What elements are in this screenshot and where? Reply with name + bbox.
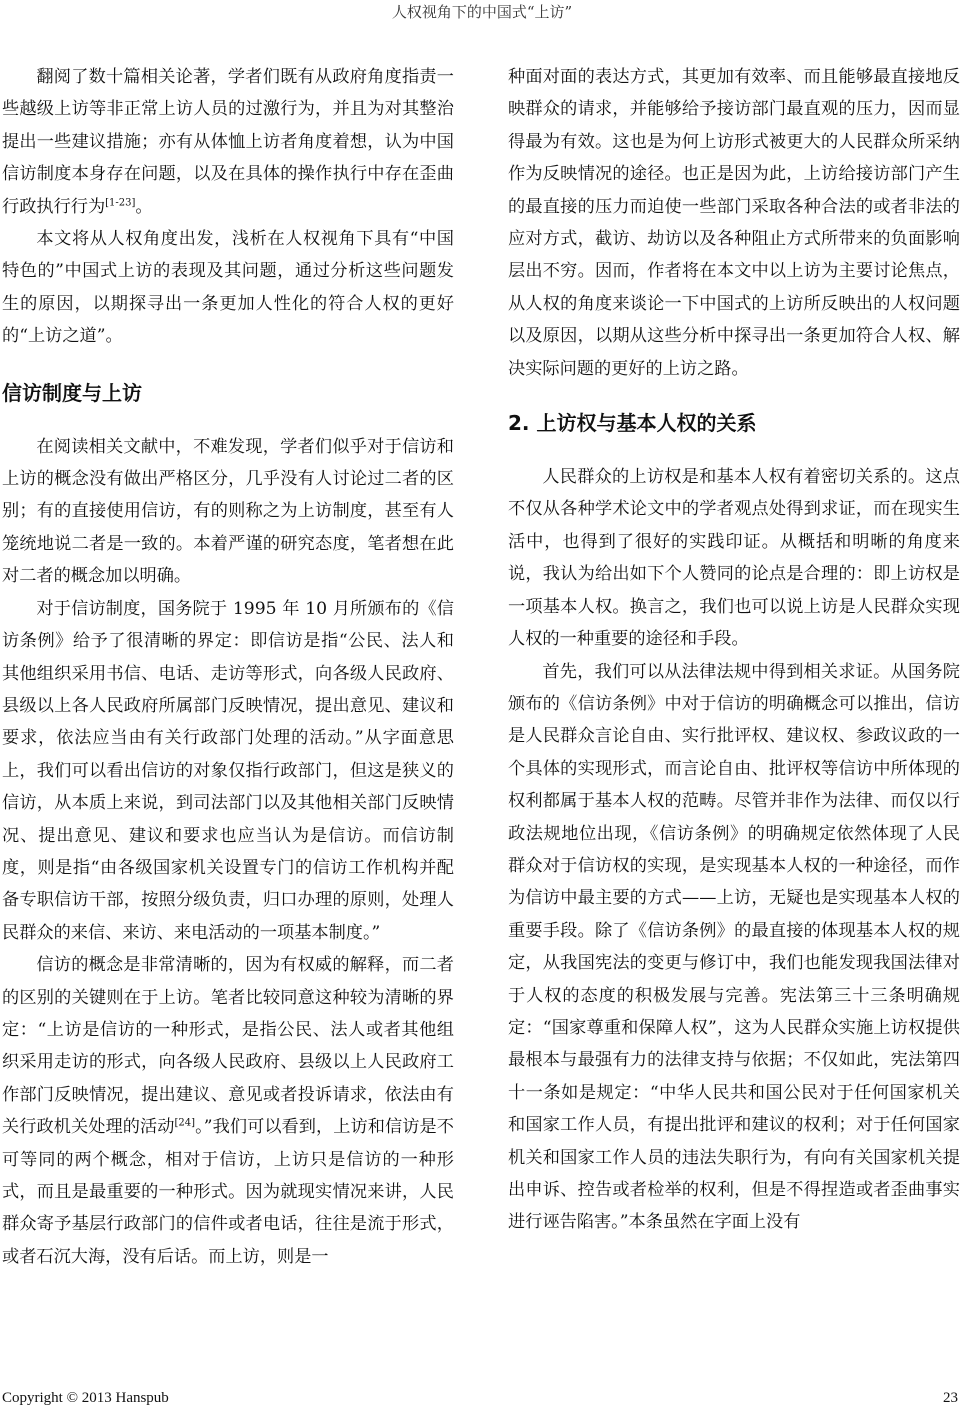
copyright-notice: Copyright © 2013 Hanspub [2, 1390, 169, 1406]
paragraph: 种面对面的表达方式，其更加有效率、而且能够最直接地反映群众的请求，并能够给予接访部门最直观的压力，因而显得最为有效。这也是为何上访形式被更大的人民群众所采纳作为反映情况的途径。也正是因为此，上访给接访部门产生的最直接的压力而迫使一些部门采取各种合法的或者非法的应对方式，截访、劫访以及各种阻止方式所带来的负面影响层出不穷。因而，作者将在本文中以上访为主要讨论焦点，从人权的角度来谈论一下中国式的上访所反映出的人权问题以及原因，以期从这些分析中探寻出一条更加符合人权、解决实际问题的更好的上访之路。 [508, 67, 960, 379]
paragraph: 对于信访制度，国务院于 1995 年 10 月所颁布的《信访条例》给予了很清晰的界定：即信访是指“公民、法人和其他组织采用书信、电话、走访等形式，向各级人民政府、县级以上各人民政府所属部门反映情况，提出意见、建议和要求，依法应当由有关行政部门处理的活动。”从字面意思上，我们可以看出信访的对象仅指行政部门，但这是狭义的信访，从本质上来说，到司法部门以及其他相关部门反映情况、提出意见、建议和要求也应当认为是信访。而信访制度，则是指“由各级国家机关设置专门的信访工作机构并配备专职信访干部，按照分级负责，归口办理的原则，处理人民群众的来信、来访、来电活动的一项基本制度。” [2, 598, 454, 943]
paragraph: 在阅读相关文献中，不难发现，学者们似乎对于信访和上访的概念没有做出严格区分，几乎没有人讨论过二者的区别；有的直接使用信访，有的则称之为上访制度，甚至有人笼统地说二者是一致的。本着严谨的研究态度，笔者想在此对二者的概念加以明确。 [2, 436, 454, 587]
paragraph-text: 。”我们可以看到，上访和信访是不可等同的两个概念，相对于信访，上访只是信访的一种形式，而且是最重要的一种形式。因为就现实情况来讲，人民群众寄予基层行政部门的信件或者电话，往往是流于形式，或者石沉大海，没有后话。而上访，则是一 [2, 1117, 454, 1267]
paragraph: 首先，我们可以从法律法规中得到相关求证。从国务院颁布的《信访条例》中对于信访的明确概念可以推出，信访是人民群众言论自由、实行批评权、建议权、参政议政的一个具体的实现形式，而言论自由、批评权等信访中所体现的权利都属于基本人权的范畴。尽管并非作为法律、而仅以行政法规地位出现，《信访条例》的明确规定依然体现了人民群众对于信访权的实现，是实现基本人权的一种途径，而作为信访中最主要的方式——上访，无疑也是实现基本人权的重要手段。除了《信访条例》的最直接的体现基本人权的规定，从我国宪法的变更与修订中，我们也能发现我国法律对于人权的态度的积极发展与完善。宪法第三十三条明确规定：“国家尊重和保障人权”，这为人民群众实施上访权提供最根本与最强有力的法律支持与依据；不仅如此，宪法第四十一条如是规定：“中华人民共和国公民对于任何国家机关和国家工作人员，有提出批评和建议的权利；对于任何国家机关和国家工作人员的违法失职行为，有向有关国家机关提出申诉、控告或者检举的权利，但是不得捏造或者歪曲事实进行诬告陷害。”本条虽然在字面上没有 [508, 661, 960, 1233]
paragraph-text: 信访的概念是非常清晰的，因为有权威的解释，而二者的区别的关键则在于上访。笔者比较同意这种较为清晰的界定：“上访是信访的一种形式，是指公民、法人或者其他组织采用走访的形式，向各级人民政府、县级以上人民政府工作部门反映情况，提出建议、意见或者投诉请求，依法由有关行政机关处理的活动 [2, 955, 454, 1138]
citation-ref: [24] [174, 1117, 196, 1129]
page-number: 23 [943, 1390, 958, 1406]
right-column [508, 61, 960, 1239]
citation-ref: [1-23] [105, 196, 136, 208]
left-column [2, 61, 454, 1273]
section-heading: 2. 上访权与基本人权的关系 [508, 411, 757, 436]
paragraph-text: 。 [135, 196, 153, 217]
page-footer [0, 1387, 964, 1409]
section-heading: 信访制度与上访 [2, 380, 142, 405]
paragraph-text: 翻阅了数十篇相关论著，学者们既有从政府角度指责一些越级上访等非正常上访人员的过激行为，并且为对其整治提出一些建议措施；亦有从体恤上访者角度着想，认为中国信访制度本身存在问题，以及在具体的操作执行中存在歪曲行政执行行为 [2, 67, 454, 217]
paragraph [2, 61, 454, 223]
running-header: 人权视角下的中国式“上访” [391, 3, 573, 21]
paragraph: 本文将从人权角度出发，浅析在人权视角下具有“中国特色的”中国式上访的表现及其问题，通过分析这些问题发生的原因，以期探寻出一条更加人性化的符合人权的更好的“上访之道”。 [2, 229, 454, 347]
paragraph: 人民群众的上访权是和基本人权有着密切关系的。这点不仅从各种学术论文中的学者观点处得到求证，而在现实生活中，也得到了很好的实践印证。从概括和明晰的角度来说，我认为给出如下个人赞同的论点是合理的：即上访权是一项基本人权。换言之，我们也可以说上访是人民群众实现人权的一种重要的途径和手段。 [508, 467, 960, 650]
paragraph [2, 949, 454, 1273]
